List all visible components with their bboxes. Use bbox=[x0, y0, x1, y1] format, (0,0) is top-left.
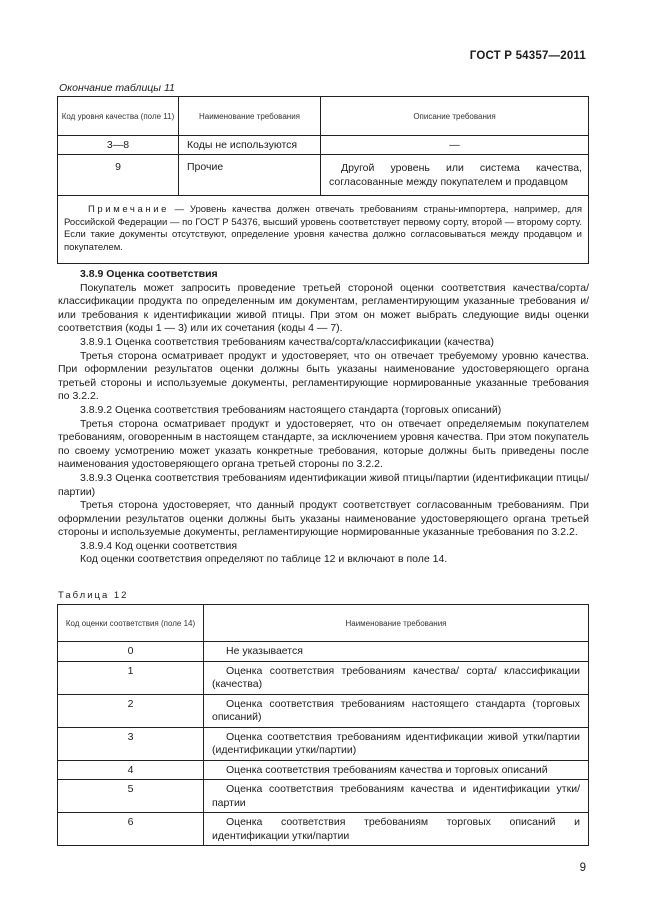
subsection-heading: 3.8.9.3 Оценка соответствия требованиям идентификации живой птицы/партии (идентификации птицы/партии) bbox=[58, 471, 589, 498]
cell-code: 2 bbox=[58, 694, 204, 727]
cell-name: Оценка соответствия требованиям качества и идентификации утки/партии bbox=[204, 780, 589, 813]
cell-desc: Другой уровень или система качества, согласованные между покупателем и продавцом bbox=[321, 155, 589, 196]
section-heading: 3.8.9 Оценка соответствия bbox=[80, 268, 218, 280]
note-text: — Уровень качества должен отвечать требованиям страны-импортера, например, для Российской Федерации — по ГОСТ Р 54376, высший уровень соответствует первому сорту, второй — второму сорту. Если такие документы отсутствуют, определение уровня качества должно согласовываться между продавцом и покупателем. bbox=[64, 204, 582, 253]
table-row bbox=[58, 136, 589, 155]
subsection-heading: 3.8.9.4 Код оценки соответствия bbox=[80, 539, 238, 552]
cell-code: 6 bbox=[58, 813, 204, 846]
table-note bbox=[58, 196, 589, 264]
table-row bbox=[58, 780, 589, 813]
paragraph: Третья сторона удостоверяет, что данный продукт соответствует согласованным требованиям. При оформлении результатов оценки должны быть указаны наименование удостоверяющего органа третьей стороны и используемые документы, регламентирующие нормированные указанные требования по 3.2.2. bbox=[58, 499, 589, 539]
cell-name: Оценка соответствия требованиям торговых описаний и идентификации утки/партии bbox=[204, 813, 589, 846]
note-label: Примечание bbox=[88, 204, 169, 215]
cell-code: 4 bbox=[58, 760, 204, 780]
paragraph: Третья сторона осматривает продукт и удостоверяет, что он отвечает требуемому уровню качества. При оформлении результатов оценки должны быть указаны наименование удостоверяющего органа третьей стороны и используемые документы, регламентирующие нормированные указанные требования по 3.2.2. bbox=[58, 349, 589, 403]
table-11 bbox=[57, 96, 589, 264]
table-header-row bbox=[58, 605, 589, 642]
table-row bbox=[58, 642, 589, 662]
table-row bbox=[58, 760, 589, 780]
table-row bbox=[58, 661, 589, 694]
standard-number: ГОСТ Р 54357—2011 bbox=[469, 50, 586, 62]
cell-name: Оценка соответствия требованиям настоящего стандарта (торговых описаний) bbox=[204, 694, 589, 727]
subsection-heading: 3.8.9.1 Оценка соответствия требованиям качества/сорта/классификации (качества) bbox=[80, 335, 494, 348]
table-note-row bbox=[58, 196, 589, 264]
table-row bbox=[58, 727, 589, 760]
header-name: Наименование требования bbox=[204, 605, 589, 642]
table-row bbox=[58, 694, 589, 727]
subsection-heading: 3.8.9.2 Оценка соответствия требованиям настоящего стандарта (торговых описаний) bbox=[80, 403, 502, 416]
cell-name: Оценка соответствия требованиям идентификации живой утки/партии (идентификации утки/партии) bbox=[204, 727, 589, 760]
table-12 bbox=[57, 604, 589, 846]
table-row bbox=[58, 155, 589, 196]
cell-name: Не указывается bbox=[204, 642, 589, 662]
cell-code: 3 bbox=[58, 727, 204, 760]
section-text bbox=[58, 268, 589, 567]
paragraph: Третья сторона осматривает продукт и удостоверяет, что он отвечает определяемым покупателем требованиям, оговоренным в настоящем стандарте, за исключением уровня качества. При этом покупатель по своему усмотрению может указать конкретные требования, которые должны быть приведены после наименования удостоверяющего органа третьей стороны по 3.2.2. bbox=[58, 417, 589, 471]
table-header-row bbox=[58, 97, 589, 136]
header-code: Код оценки соответствия (поле 14) bbox=[58, 605, 204, 642]
header-code: Код уровня качества (поле 11) bbox=[58, 97, 179, 136]
paragraph: Код оценки соответствия определяют по таблице 12 и включают в поле 14. bbox=[80, 553, 448, 566]
table-row bbox=[58, 813, 589, 846]
header-name: Наименование требования bbox=[179, 97, 321, 136]
table11-caption: Окончание таблицы 11 bbox=[59, 82, 175, 94]
cell-code: 1 bbox=[58, 661, 204, 694]
paragraph: Покупатель может запросить проведение третьей стороной оценки соответствия качества/сорта/классификации продукта по определенным им документам, регламентирующим указанные требования и/или требования к идентификации живой птицы. При этом он может выбрать следующие виды оценки соответствия (коды 1 — 3) или их сочетания (коды 4 — 7). bbox=[58, 281, 589, 335]
cell-name: Коды не используются bbox=[179, 136, 321, 155]
cell-name: Прочие bbox=[179, 155, 321, 196]
cell-code: 3—8 bbox=[58, 136, 179, 155]
page-number: 9 bbox=[579, 862, 586, 874]
cell-code: 0 bbox=[58, 642, 204, 662]
header-desc: Описание требования bbox=[321, 97, 589, 136]
cell-name: Оценка соответствия требованиям качества/ сорта/ классификации (качества) bbox=[204, 661, 589, 694]
cell-code: 5 bbox=[58, 780, 204, 813]
table12-caption: Таблица 12 bbox=[58, 590, 129, 601]
cell-name: Оценка соответствия требованиям качества и торговых описаний bbox=[204, 760, 589, 780]
cell-desc: — bbox=[321, 136, 589, 155]
cell-code: 9 bbox=[58, 155, 179, 196]
